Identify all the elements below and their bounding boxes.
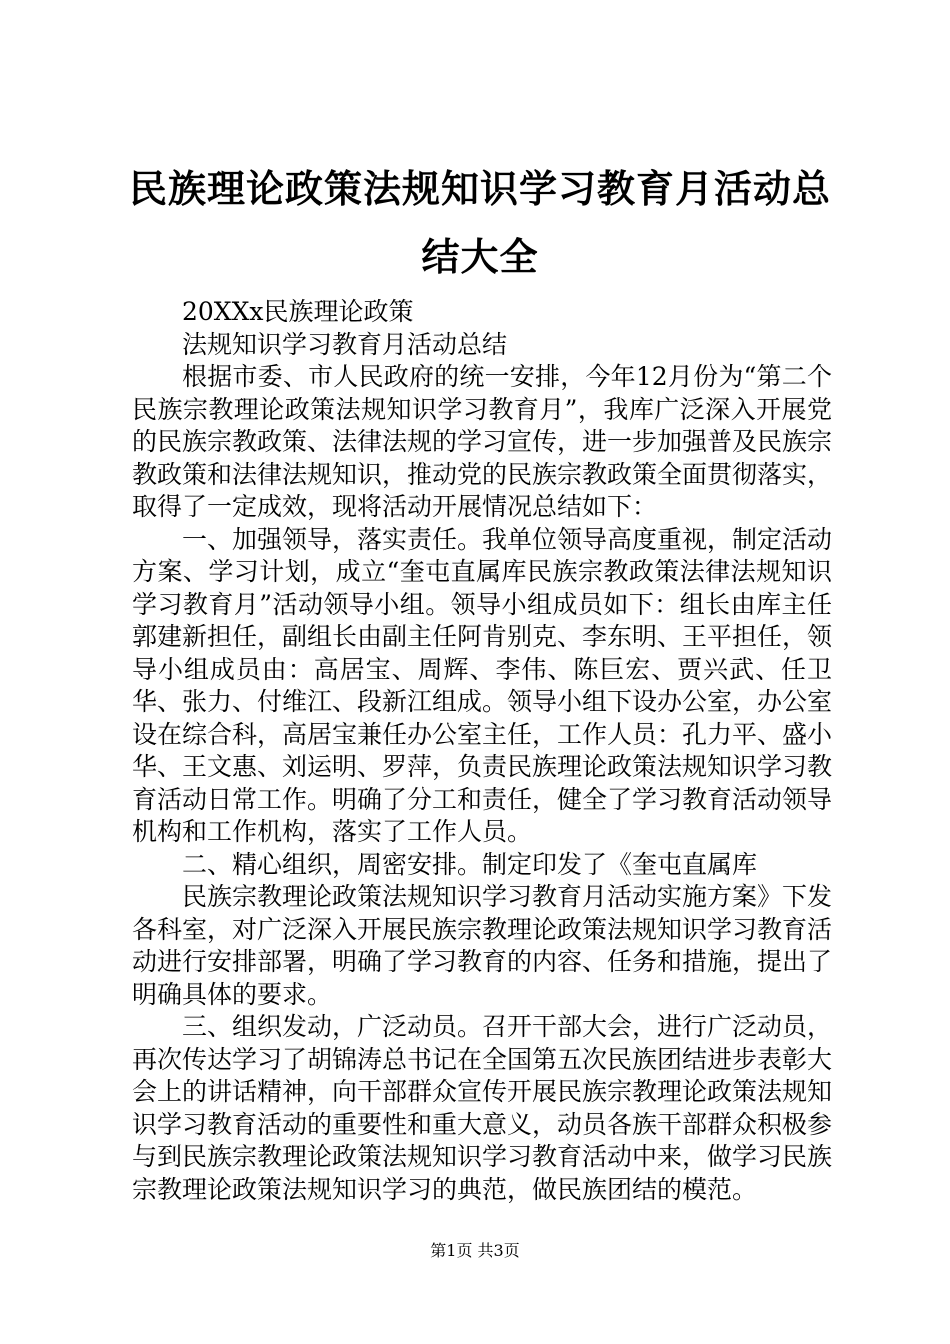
paragraph-section-3: 三、组织发动，广泛动员。召开干部大会，进行广泛动员，再次传达学习了胡锦涛总书记在全国第五次民族团结进步表彰大会上的讲话精神，向干部群众宣传开展民族宗教理论政策法规知识学习教育活动的重要性和重大意义，动员各族干部群众积极参与到民族宗教理论政策法规知识学习教育活动中来，做学习民族宗教理论政策法规知识学习的典范，做民族团结的模范。 xyxy=(132,1012,833,1204)
paragraph-section-2-heading: 二、精心组织，周密安排。制定印发了《奎屯直属库 xyxy=(182,849,758,879)
page-number-footer: 第1页 共3页 xyxy=(430,1241,520,1260)
document-title: 民族理论政策法规知识学习教育月活动总结大全 xyxy=(128,166,831,279)
paragraph-intro: 根据市委、市人民政府的统一安排，今年12月份为“第二个民族宗教理论政策法规知识学习教育月”，我库广泛深入开展党的民族宗教政策、法律法规的学习宣传，进一步加强普及民族宗教政策和法律法规知识，推动党的民族宗教政策全面贯彻落实，取得了一定成效，现将活动开展情况总结如下： xyxy=(132,362,833,521)
paragraph-section-1: 一、加强领导，落实责任。我单位领导高度重视，制定活动方案、学习计划，成立“奎屯直属库民族宗教政策法律法规知识学习教育月”活动领导小组。领导小组成员如下：组长由库主任郭建新担任，副组长由副主任阿肯别克、李东明、王平担任，领导小组成员由：高居宝、周辉、李伟、陈巨宏、贾兴武、任卫华、张力、付维江、段新江组成。领导小组下设办公室，办公室设在综合科，高居宝兼任办公室主任，工作人员：孔力平、盛小华、王文惠、刘运明、罗萍，负责民族理论政策法规知识学习教育活动日常工作。明确了分工和责任，健全了学习教育活动领导机构和工作机构，落实了工作人员。 xyxy=(132,524,833,846)
document-body xyxy=(132,296,832,1206)
paragraph-subheading: 法规知识学习教育月活动总结 xyxy=(182,329,508,359)
paragraph-year-heading: 20XXx民族理论政策 xyxy=(182,297,414,326)
paragraph-section-2-body: 民族宗教理论政策法规知识学习教育月活动实施方案》下发各科室，对广泛深入开展民族宗教理论政策法规知识学习教育活动进行安排部署，明确了学习教育的内容、任务和措施，提出了明确具体的要求。 xyxy=(132,882,833,1009)
